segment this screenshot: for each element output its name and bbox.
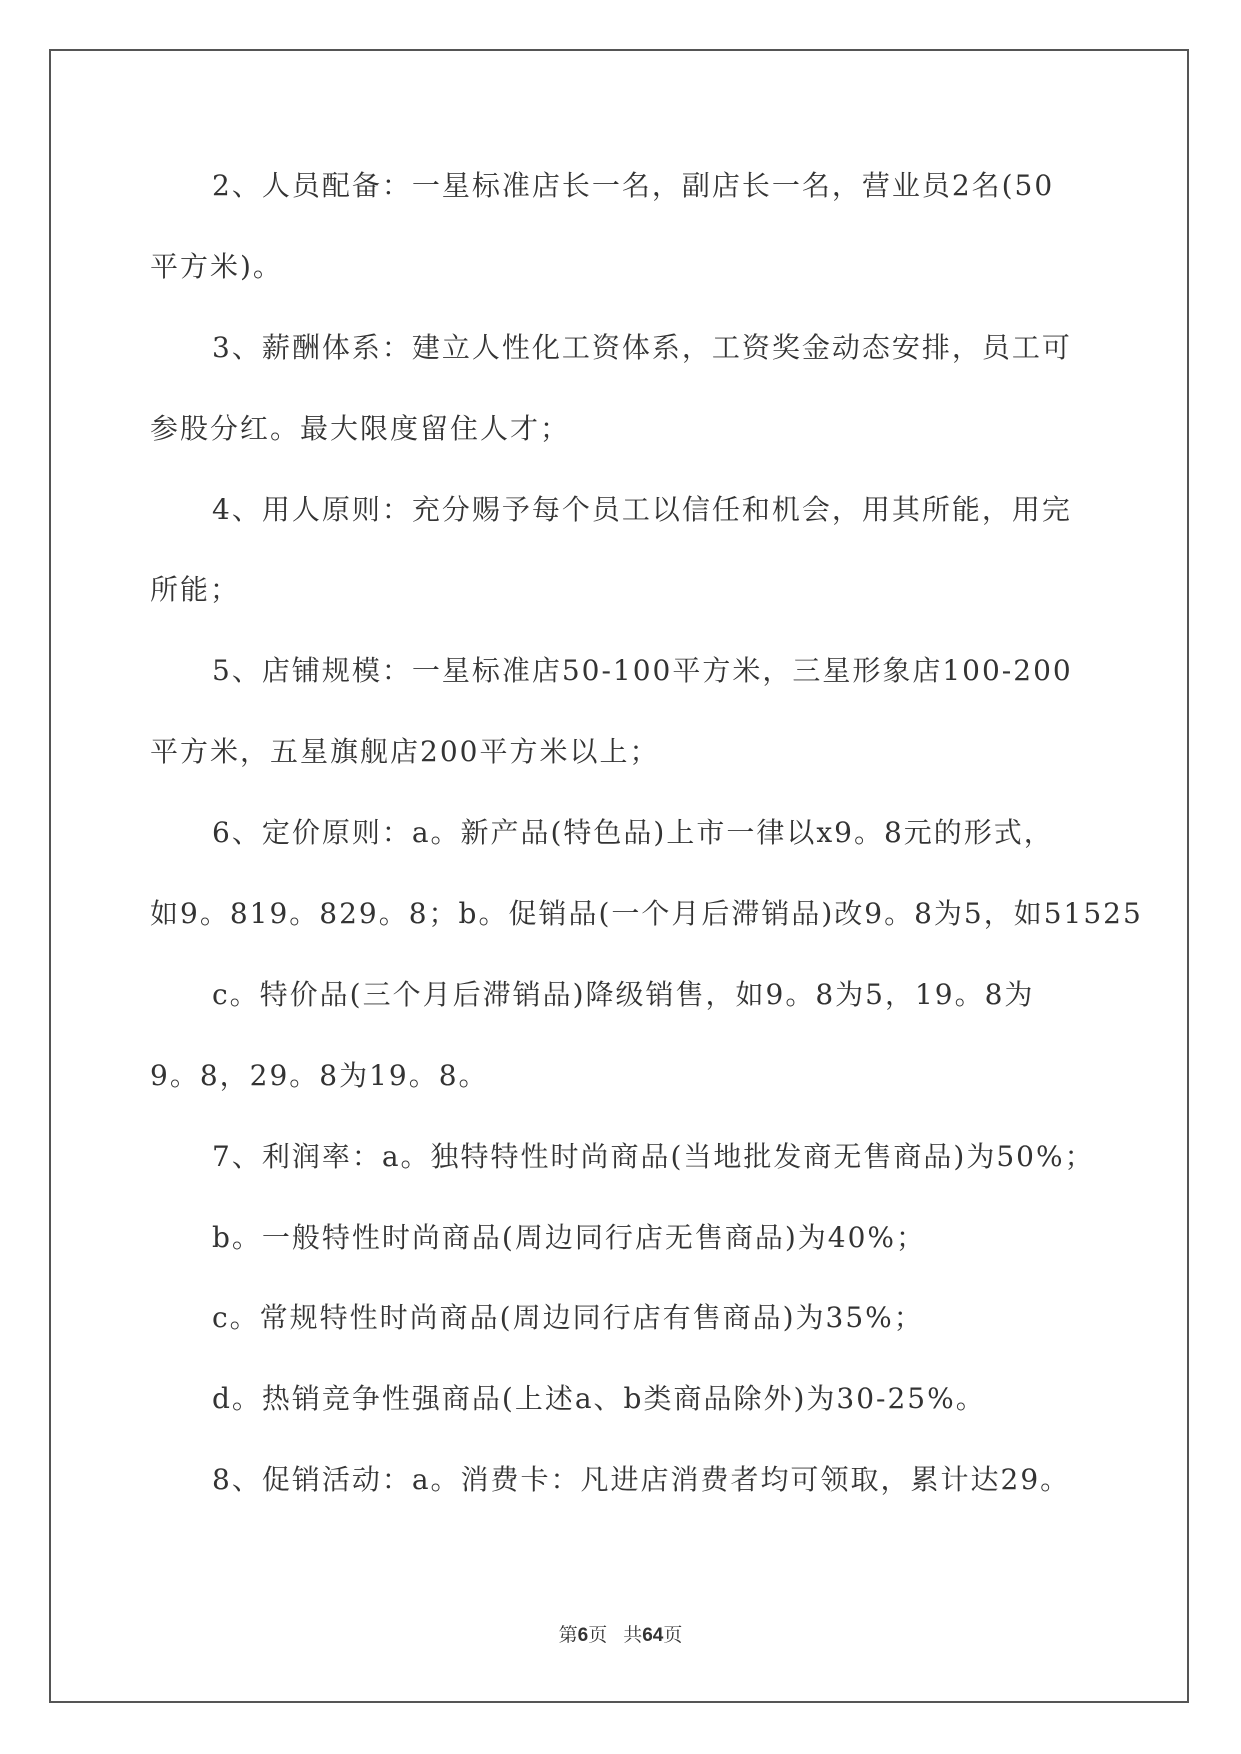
text-line: 如9。819。829。8；b。促销品(一个月后滞销品)改9。8为5，如51525: [150, 897, 1143, 931]
footer-prefix: 第: [558, 1624, 578, 1646]
text-line: 所能；: [150, 573, 241, 607]
text-line: d。热销竞争性强商品(上述a、b类商品除外)为30-25%。: [212, 1382, 986, 1416]
text-line: 5、店铺规模：一星标准店50-100平方米，三星形象店100-200: [212, 654, 1073, 688]
text-line: 参股分红。最大限度留住人才；: [150, 411, 571, 445]
text-line: c。特价品(三个月后滞销品)降级销售，如9。8为5，19。8为: [212, 977, 1035, 1011]
total-pages-number: 64: [642, 1625, 664, 1646]
footer-page-suffix: 页: [588, 1624, 608, 1646]
text-line: 9。8，29。8为19。8。: [150, 1058, 489, 1092]
text-line: 平方米)。: [150, 249, 283, 283]
text-line: 6、定价原则：a。新产品(特色品)上市一律以x9。8元的形式，: [212, 816, 1054, 850]
text-line: 4、用人原则：充分赐予每个员工以信任和机会，用其所能，用完: [212, 492, 1072, 526]
footer-total-prefix: 共: [623, 1624, 643, 1646]
page-footer: [0, 1620, 1241, 1647]
text-line: b。一般特性时尚商品(周边同行店无售商品)为40%；: [212, 1220, 927, 1254]
text-line: 8、促销活动：a。消费卡：凡进店消费者均可领取，累计达29。: [212, 1463, 1071, 1497]
text-line: 2、人员配备：一星标准店长一名，副店长一名，营业员2名(50: [212, 169, 1055, 202]
text-line: 平方米，五星旗舰店200平方米以上；: [150, 735, 660, 769]
text-line: 3、薪酬体系：建立人性化工资体系，工资奖金动态安排，员工可: [212, 330, 1072, 364]
footer-total-suffix: 页: [663, 1624, 683, 1646]
text-line: c。常规特性时尚商品(周边同行店有售商品)为35%；: [212, 1301, 924, 1335]
text-line: 7、利润率：a。独特特性时尚商品(当地批发商无售商品)为50%；: [212, 1139, 1095, 1173]
current-page-number: 6: [577, 1625, 589, 1646]
document-body: [150, 160, 1143, 1535]
